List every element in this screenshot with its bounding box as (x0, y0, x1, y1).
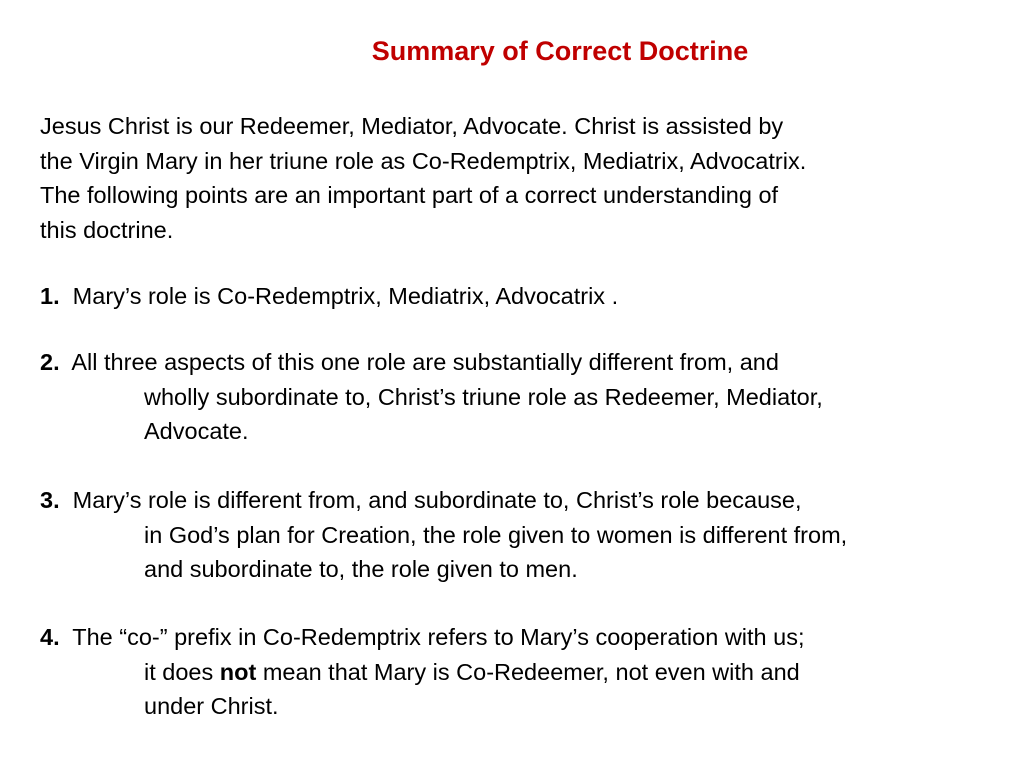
point-text: All three aspects of this one role are substantially different from, and (71, 349, 779, 375)
point-line: wholly subordinate to, Christ’s triune role as Redeemer, Mediator, (144, 383, 823, 410)
point-text: Mary’s role is Co-Redemptrix, Mediatrix, Advocatrix . (72, 283, 619, 309)
intro-line: The following points are an important part of a correct understanding of (40, 182, 779, 208)
point-line (40, 345, 1015, 380)
point-4 (40, 620, 1015, 724)
point-3 (40, 483, 1015, 587)
point-2 (40, 345, 1015, 449)
point-line (40, 620, 1015, 655)
point-1 (40, 279, 1015, 314)
intro-line: this doctrine. (40, 216, 174, 243)
intro-paragraph (40, 109, 1010, 247)
point-text: The “co-” prefix in Co-Redemptrix refers to Mary’s cooperation with us; (72, 624, 805, 650)
slide-title: Summary of Correct Doctrine (371, 36, 749, 66)
point-line: Advocate. (144, 418, 249, 444)
point-number: 3. (40, 487, 60, 513)
point-text: it does (144, 658, 220, 685)
point-line (40, 483, 1015, 518)
point-number: 1. (40, 283, 60, 309)
intro-line: the Virgin Mary in her triune role as Co-Redemptrix, Mediatrix, Advocatrix. (40, 147, 807, 174)
point-line: in God’s plan for Creation, the role given to women is different from, (144, 521, 848, 548)
intro-line: Jesus Christ is our Redeemer, Mediator, Advocate. Christ is assisted by (40, 113, 784, 139)
point-text: Mary’s role is different from, and subordinate to, Christ’s role because, (72, 487, 802, 513)
emphasis-not: not (219, 658, 257, 685)
point-line: under Christ. (144, 693, 279, 719)
point-number: 2. (40, 349, 60, 375)
point-line: and subordinate to, the role given to men. (144, 556, 578, 582)
point-line (40, 655, 1015, 690)
point-text: mean that Mary is Co-Redeemer, not even with and (256, 658, 800, 685)
point-line (40, 279, 1015, 314)
point-number: 4. (40, 624, 60, 650)
